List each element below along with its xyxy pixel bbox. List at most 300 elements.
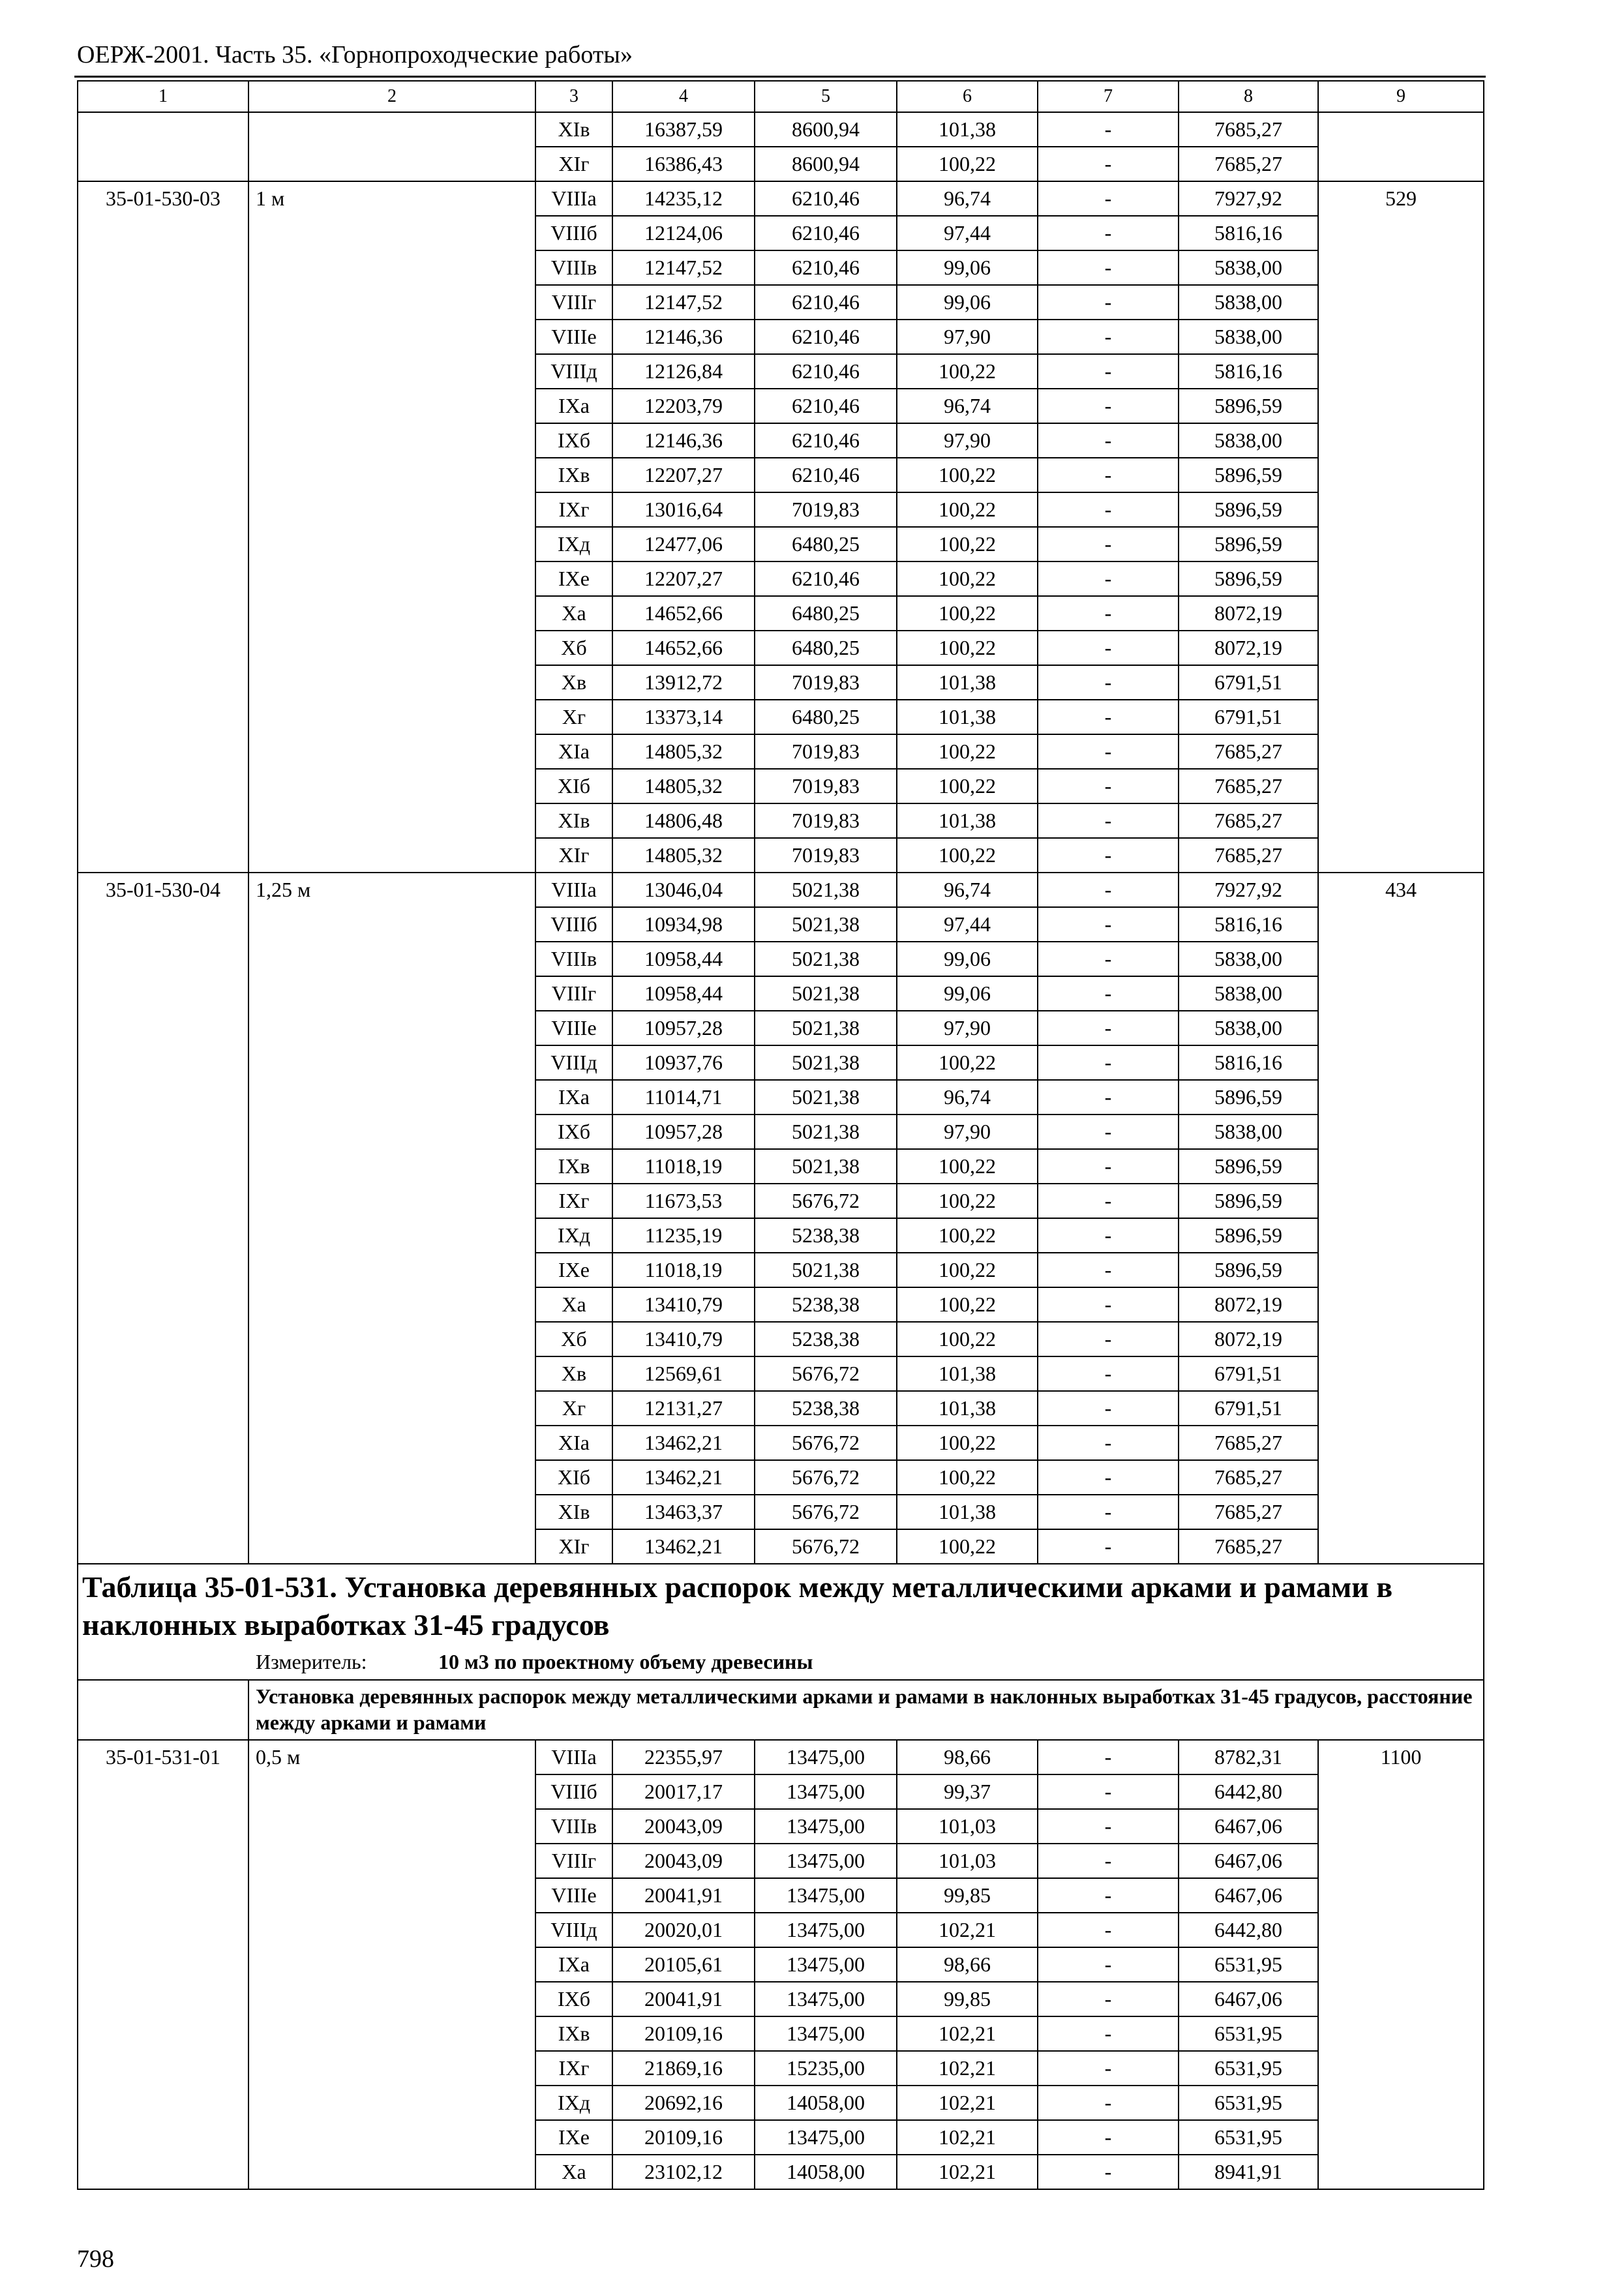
wage-cell: 6210,46 bbox=[755, 354, 897, 389]
total-cell: 12203,79 bbox=[612, 389, 755, 423]
material-cell: 7685,27 bbox=[1179, 803, 1318, 838]
cat-cell: IXе bbox=[535, 1253, 612, 1287]
col9-cell bbox=[1318, 1774, 1484, 1809]
spacing-cell bbox=[248, 1184, 535, 1218]
code-cell bbox=[78, 112, 248, 147]
col9-cell bbox=[1318, 1460, 1484, 1495]
machine-cell: 97,90 bbox=[897, 1115, 1038, 1149]
material-cell: 6531,95 bbox=[1179, 1947, 1318, 1982]
spacing-cell bbox=[248, 700, 535, 734]
material-cell: 6531,95 bbox=[1179, 2120, 1318, 2155]
driver-wage-cell: - bbox=[1038, 1287, 1179, 1322]
code-cell bbox=[78, 838, 248, 873]
code-cell bbox=[78, 492, 248, 527]
driver-wage-cell: - bbox=[1038, 250, 1179, 285]
spacing-cell bbox=[248, 734, 535, 769]
wage-cell: 13475,00 bbox=[755, 1809, 897, 1844]
table-row bbox=[78, 1460, 1484, 1495]
cat-cell: IXв bbox=[535, 458, 612, 492]
total-cell: 12477,06 bbox=[612, 527, 755, 561]
wage-cell: 8600,94 bbox=[755, 147, 897, 181]
total-cell: 13912,72 bbox=[612, 665, 755, 700]
cat-cell: XIг bbox=[535, 838, 612, 873]
cat-cell: IXа bbox=[535, 1947, 612, 1982]
driver-wage-cell: - bbox=[1038, 2051, 1179, 2086]
machine-cell: 96,74 bbox=[897, 1080, 1038, 1115]
cat-cell: VIIIе bbox=[535, 1878, 612, 1913]
col9-cell bbox=[1318, 1253, 1484, 1287]
table-row bbox=[78, 1809, 1484, 1844]
table-row bbox=[78, 1184, 1484, 1218]
spacing-cell bbox=[248, 1982, 535, 2016]
col9-cell bbox=[1318, 423, 1484, 458]
material-cell: 5816,16 bbox=[1179, 907, 1318, 942]
wage-cell: 5676,72 bbox=[755, 1495, 897, 1529]
machine-cell: 97,90 bbox=[897, 423, 1038, 458]
code-cell bbox=[78, 1982, 248, 2016]
driver-wage-cell: - bbox=[1038, 1740, 1179, 1774]
code-cell bbox=[78, 734, 248, 769]
table-row bbox=[78, 1982, 1484, 2016]
rates-table bbox=[77, 80, 1484, 2190]
machine-cell: 100,22 bbox=[897, 838, 1038, 873]
cat-cell: IXд bbox=[535, 2086, 612, 2120]
col9-cell: 1100 bbox=[1318, 1740, 1484, 1774]
machine-cell: 100,22 bbox=[897, 354, 1038, 389]
table-row bbox=[78, 2120, 1484, 2155]
col9-cell bbox=[1318, 1391, 1484, 1426]
material-cell: 5838,00 bbox=[1179, 285, 1318, 320]
driver-wage-cell: - bbox=[1038, 2155, 1179, 2189]
col9-cell bbox=[1318, 1426, 1484, 1460]
driver-wage-cell: - bbox=[1038, 838, 1179, 873]
total-cell: 20041,91 bbox=[612, 1878, 755, 1913]
code-cell bbox=[78, 2086, 248, 2120]
col9-cell bbox=[1318, 2086, 1484, 2120]
driver-wage-cell: - bbox=[1038, 1809, 1179, 1844]
cat-cell: VIIIа bbox=[535, 873, 612, 907]
section-header bbox=[78, 1564, 1484, 1740]
table-row bbox=[78, 1947, 1484, 1982]
col9-cell bbox=[1318, 2016, 1484, 2051]
cat-cell: VIIIг bbox=[535, 1844, 612, 1878]
table-row bbox=[78, 1740, 1484, 1774]
table-row bbox=[78, 423, 1484, 458]
col9-cell bbox=[1318, 1045, 1484, 1080]
total-cell: 14235,12 bbox=[612, 181, 755, 216]
cat-cell: IXе bbox=[535, 561, 612, 596]
wage-cell: 5676,72 bbox=[755, 1356, 897, 1391]
cat-cell: Xг bbox=[535, 700, 612, 734]
driver-wage-cell: - bbox=[1038, 942, 1179, 976]
column-number: 2 bbox=[248, 81, 535, 112]
total-cell: 11018,19 bbox=[612, 1253, 755, 1287]
table-row bbox=[78, 492, 1484, 527]
code-cell bbox=[78, 1878, 248, 1913]
wage-cell: 5021,38 bbox=[755, 1115, 897, 1149]
cat-cell: VIIIд bbox=[535, 354, 612, 389]
material-cell: 6531,95 bbox=[1179, 2086, 1318, 2120]
code-cell bbox=[78, 1115, 248, 1149]
material-cell: 5816,16 bbox=[1179, 354, 1318, 389]
spacing-cell bbox=[248, 1495, 535, 1529]
table-row bbox=[78, 838, 1484, 873]
total-cell: 20692,16 bbox=[612, 2086, 755, 2120]
material-cell: 5896,59 bbox=[1179, 1218, 1318, 1253]
material-cell: 8072,19 bbox=[1179, 1322, 1318, 1356]
code-cell bbox=[78, 250, 248, 285]
table-row bbox=[78, 734, 1484, 769]
total-cell: 20020,01 bbox=[612, 1913, 755, 1947]
wage-cell: 13475,00 bbox=[755, 1878, 897, 1913]
col9-cell bbox=[1318, 1218, 1484, 1253]
col9-cell bbox=[1318, 354, 1484, 389]
driver-wage-cell: - bbox=[1038, 1774, 1179, 1809]
spacing-cell bbox=[248, 216, 535, 250]
material-cell: 8941,91 bbox=[1179, 2155, 1318, 2189]
driver-wage-cell: - bbox=[1038, 665, 1179, 700]
machine-cell: 100,22 bbox=[897, 769, 1038, 803]
column-number: 9 bbox=[1318, 81, 1484, 112]
code-cell bbox=[78, 1253, 248, 1287]
spacing-cell bbox=[248, 1391, 535, 1426]
machine-cell: 102,21 bbox=[897, 2155, 1038, 2189]
driver-wage-cell: - bbox=[1038, 320, 1179, 354]
code-cell bbox=[78, 354, 248, 389]
column-number: 8 bbox=[1179, 81, 1318, 112]
meter-label: Измеритель: bbox=[256, 1650, 367, 1673]
table-row bbox=[78, 631, 1484, 665]
machine-cell: 101,03 bbox=[897, 1809, 1038, 1844]
table-row bbox=[78, 458, 1484, 492]
col9-cell bbox=[1318, 561, 1484, 596]
wage-cell: 5021,38 bbox=[755, 1149, 897, 1184]
table-row bbox=[78, 769, 1484, 803]
material-cell: 5896,59 bbox=[1179, 527, 1318, 561]
material-cell: 6791,51 bbox=[1179, 665, 1318, 700]
driver-wage-cell: - bbox=[1038, 1253, 1179, 1287]
col9-cell bbox=[1318, 1011, 1484, 1045]
table-row bbox=[78, 596, 1484, 631]
material-cell: 6467,06 bbox=[1179, 1844, 1318, 1878]
wage-cell: 5021,38 bbox=[755, 1045, 897, 1080]
spacing-cell: 1 м bbox=[248, 181, 535, 216]
cat-cell: VIIIв bbox=[535, 1809, 612, 1844]
driver-wage-cell: - bbox=[1038, 1391, 1179, 1426]
code-cell bbox=[78, 1080, 248, 1115]
machine-cell: 100,22 bbox=[897, 1529, 1038, 1564]
total-cell: 12124,06 bbox=[612, 216, 755, 250]
code-cell: 35-01-531-01 bbox=[78, 1740, 248, 1774]
table-row bbox=[78, 1218, 1484, 1253]
spacing-cell bbox=[248, 1287, 535, 1322]
machine-cell: 100,22 bbox=[897, 1426, 1038, 1460]
material-cell: 5838,00 bbox=[1179, 942, 1318, 976]
total-cell: 13016,64 bbox=[612, 492, 755, 527]
col9-cell bbox=[1318, 596, 1484, 631]
wage-cell: 6210,46 bbox=[755, 423, 897, 458]
material-cell: 6791,51 bbox=[1179, 1391, 1318, 1426]
spacing-cell bbox=[248, 320, 535, 354]
total-cell: 13410,79 bbox=[612, 1322, 755, 1356]
machine-cell: 100,22 bbox=[897, 527, 1038, 561]
cat-cell: XIв bbox=[535, 803, 612, 838]
section-description: Установка деревянных распорок между металлическими арками и рамами в наклонных выработках 31-45 градусов, расстояние между арками и рамами bbox=[248, 1680, 1484, 1740]
wage-cell: 7019,83 bbox=[755, 492, 897, 527]
col9-cell bbox=[1318, 1115, 1484, 1149]
code-cell bbox=[78, 389, 248, 423]
material-cell: 7685,27 bbox=[1179, 734, 1318, 769]
total-cell: 12146,36 bbox=[612, 320, 755, 354]
material-cell: 6531,95 bbox=[1179, 2051, 1318, 2086]
code-cell bbox=[78, 320, 248, 354]
table-row bbox=[78, 1356, 1484, 1391]
code-cell bbox=[78, 2051, 248, 2086]
total-cell: 21869,16 bbox=[612, 2051, 755, 2086]
column-number: 5 bbox=[755, 81, 897, 112]
code-cell bbox=[78, 2120, 248, 2155]
machine-cell: 100,22 bbox=[897, 1184, 1038, 1218]
spacing-cell bbox=[248, 976, 535, 1011]
table-row bbox=[78, 1529, 1484, 1564]
material-cell: 6467,06 bbox=[1179, 1878, 1318, 1913]
code-cell bbox=[78, 2155, 248, 2189]
cat-cell: Xв bbox=[535, 1356, 612, 1391]
spacing-cell bbox=[248, 2120, 535, 2155]
total-cell: 10958,44 bbox=[612, 976, 755, 1011]
table-row bbox=[78, 561, 1484, 596]
spacing-cell bbox=[248, 527, 535, 561]
total-cell: 12147,52 bbox=[612, 250, 755, 285]
col9-cell bbox=[1318, 803, 1484, 838]
total-cell: 14806,48 bbox=[612, 803, 755, 838]
driver-wage-cell: - bbox=[1038, 976, 1179, 1011]
code-cell bbox=[78, 1809, 248, 1844]
table-row bbox=[78, 320, 1484, 354]
table-row bbox=[78, 285, 1484, 320]
table-row bbox=[78, 1495, 1484, 1529]
driver-wage-cell: - bbox=[1038, 1322, 1179, 1356]
wage-cell: 5238,38 bbox=[755, 1287, 897, 1322]
table-row bbox=[78, 112, 1484, 147]
material-cell: 5896,59 bbox=[1179, 458, 1318, 492]
col9-cell bbox=[1318, 665, 1484, 700]
col9-cell bbox=[1318, 1913, 1484, 1947]
wage-cell: 6210,46 bbox=[755, 561, 897, 596]
spacing-cell: 0,5 м bbox=[248, 1740, 535, 1774]
driver-wage-cell: - bbox=[1038, 1426, 1179, 1460]
wage-cell: 5676,72 bbox=[755, 1184, 897, 1218]
wage-cell: 5021,38 bbox=[755, 976, 897, 1011]
machine-cell: 99,06 bbox=[897, 976, 1038, 1011]
machine-cell: 96,74 bbox=[897, 389, 1038, 423]
table-row bbox=[78, 1080, 1484, 1115]
spacing-cell bbox=[248, 769, 535, 803]
code-cell bbox=[78, 458, 248, 492]
spacing-cell bbox=[248, 907, 535, 942]
total-cell: 13462,21 bbox=[612, 1426, 755, 1460]
cat-cell: Xб bbox=[535, 631, 612, 665]
machine-cell: 102,21 bbox=[897, 1913, 1038, 1947]
wage-cell: 6210,46 bbox=[755, 285, 897, 320]
driver-wage-cell: - bbox=[1038, 1149, 1179, 1184]
spacing-cell bbox=[248, 1460, 535, 1495]
col9-cell bbox=[1318, 631, 1484, 665]
col9-cell bbox=[1318, 250, 1484, 285]
table-row bbox=[78, 1253, 1484, 1287]
machine-cell: 102,21 bbox=[897, 2120, 1038, 2155]
col9-cell bbox=[1318, 2051, 1484, 2086]
machine-cell: 100,22 bbox=[897, 1460, 1038, 1495]
machine-cell: 102,21 bbox=[897, 2051, 1038, 2086]
cat-cell: IXа bbox=[535, 389, 612, 423]
code-cell bbox=[78, 942, 248, 976]
code-cell bbox=[78, 976, 248, 1011]
col9-cell bbox=[1318, 2120, 1484, 2155]
driver-wage-cell: - bbox=[1038, 1844, 1179, 1878]
code-cell bbox=[78, 803, 248, 838]
wage-cell: 6480,25 bbox=[755, 700, 897, 734]
total-cell: 12207,27 bbox=[612, 561, 755, 596]
spacing-cell bbox=[248, 1115, 535, 1149]
wage-cell: 13475,00 bbox=[755, 1947, 897, 1982]
total-cell: 10957,28 bbox=[612, 1011, 755, 1045]
wage-cell: 13475,00 bbox=[755, 1844, 897, 1878]
cat-cell: Xв bbox=[535, 665, 612, 700]
table-row bbox=[78, 1774, 1484, 1809]
table-row bbox=[78, 1878, 1484, 1913]
machine-cell: 101,38 bbox=[897, 803, 1038, 838]
table-row bbox=[78, 250, 1484, 285]
total-cell: 14805,32 bbox=[612, 838, 755, 873]
code-cell bbox=[78, 285, 248, 320]
code-cell bbox=[78, 1356, 248, 1391]
wage-cell: 13475,00 bbox=[755, 1913, 897, 1947]
cat-cell: VIIIд bbox=[535, 1913, 612, 1947]
material-cell: 7927,92 bbox=[1179, 873, 1318, 907]
cat-cell: IXд bbox=[535, 527, 612, 561]
col9-cell bbox=[1318, 1878, 1484, 1913]
cat-cell: VIIIб bbox=[535, 907, 612, 942]
col9-cell bbox=[1318, 1529, 1484, 1564]
driver-wage-cell: - bbox=[1038, 631, 1179, 665]
material-cell: 8072,19 bbox=[1179, 1287, 1318, 1322]
cat-cell: IXг bbox=[535, 1184, 612, 1218]
total-cell: 14652,66 bbox=[612, 596, 755, 631]
col9-cell bbox=[1318, 1149, 1484, 1184]
spacing-cell bbox=[248, 2155, 535, 2189]
table-row bbox=[78, 2051, 1484, 2086]
machine-cell: 97,90 bbox=[897, 320, 1038, 354]
wage-cell: 6480,25 bbox=[755, 527, 897, 561]
wage-cell: 7019,83 bbox=[755, 769, 897, 803]
driver-wage-cell: - bbox=[1038, 216, 1179, 250]
column-number: 3 bbox=[535, 81, 612, 112]
driver-wage-cell: - bbox=[1038, 1045, 1179, 1080]
total-cell: 14652,66 bbox=[612, 631, 755, 665]
material-cell: 7685,27 bbox=[1179, 147, 1318, 181]
table-row bbox=[78, 1913, 1484, 1947]
spacing-cell bbox=[248, 1253, 535, 1287]
material-cell: 5816,16 bbox=[1179, 216, 1318, 250]
machine-cell: 96,74 bbox=[897, 181, 1038, 216]
cat-cell: VIIIг bbox=[535, 976, 612, 1011]
machine-cell: 101,38 bbox=[897, 1495, 1038, 1529]
material-cell: 6531,95 bbox=[1179, 2016, 1318, 2051]
spacing-cell bbox=[248, 561, 535, 596]
machine-cell: 101,03 bbox=[897, 1844, 1038, 1878]
spacing-cell bbox=[248, 1913, 535, 1947]
wage-cell: 6480,25 bbox=[755, 631, 897, 665]
driver-wage-cell: - bbox=[1038, 1011, 1179, 1045]
table-row bbox=[78, 389, 1484, 423]
code-cell bbox=[78, 527, 248, 561]
col9-cell bbox=[1318, 1982, 1484, 2016]
driver-wage-cell: - bbox=[1038, 285, 1179, 320]
spacing-cell bbox=[248, 458, 535, 492]
code-cell bbox=[78, 596, 248, 631]
wage-cell: 13475,00 bbox=[755, 1774, 897, 1809]
machine-cell: 100,22 bbox=[897, 631, 1038, 665]
col9-cell bbox=[1318, 976, 1484, 1011]
wage-cell: 5676,72 bbox=[755, 1460, 897, 1495]
material-cell: 8072,19 bbox=[1179, 631, 1318, 665]
spacing-cell bbox=[248, 1426, 535, 1460]
wage-cell: 8600,94 bbox=[755, 112, 897, 147]
code-cell bbox=[78, 1495, 248, 1529]
col9-cell bbox=[1318, 285, 1484, 320]
total-cell: 20017,17 bbox=[612, 1774, 755, 1809]
spacing-cell bbox=[248, 1080, 535, 1115]
material-cell: 6442,80 bbox=[1179, 1774, 1318, 1809]
total-cell: 12207,27 bbox=[612, 458, 755, 492]
cat-cell: XIв bbox=[535, 112, 612, 147]
machine-cell: 100,22 bbox=[897, 561, 1038, 596]
spacing-cell bbox=[248, 2051, 535, 2086]
table-row bbox=[78, 665, 1484, 700]
code-cell bbox=[78, 1774, 248, 1809]
cat-cell: Xа bbox=[535, 596, 612, 631]
wage-cell: 5021,38 bbox=[755, 1080, 897, 1115]
machine-cell: 100,22 bbox=[897, 734, 1038, 769]
total-cell: 20105,61 bbox=[612, 1947, 755, 1982]
table-row bbox=[78, 1844, 1484, 1878]
wage-cell: 7019,83 bbox=[755, 803, 897, 838]
material-cell: 5896,59 bbox=[1179, 561, 1318, 596]
table-body bbox=[78, 112, 1484, 1564]
code-cell bbox=[78, 561, 248, 596]
driver-wage-cell: - bbox=[1038, 389, 1179, 423]
machine-cell: 100,22 bbox=[897, 596, 1038, 631]
col9-cell bbox=[1318, 458, 1484, 492]
machine-cell: 100,22 bbox=[897, 1322, 1038, 1356]
code-cell bbox=[78, 1947, 248, 1982]
driver-wage-cell: - bbox=[1038, 1184, 1179, 1218]
spacing-cell bbox=[248, 2016, 535, 2051]
wage-cell: 7019,83 bbox=[755, 838, 897, 873]
material-cell: 5896,59 bbox=[1179, 1184, 1318, 1218]
wage-cell: 5021,38 bbox=[755, 907, 897, 942]
machine-cell: 101,38 bbox=[897, 112, 1038, 147]
spacing-cell bbox=[248, 1844, 535, 1878]
material-cell: 5896,59 bbox=[1179, 1080, 1318, 1115]
machine-cell: 100,22 bbox=[897, 458, 1038, 492]
cat-cell: IXа bbox=[535, 1080, 612, 1115]
driver-wage-cell: - bbox=[1038, 458, 1179, 492]
cat-cell: Xг bbox=[535, 1391, 612, 1426]
code-cell bbox=[78, 1913, 248, 1947]
material-cell: 7685,27 bbox=[1179, 1426, 1318, 1460]
